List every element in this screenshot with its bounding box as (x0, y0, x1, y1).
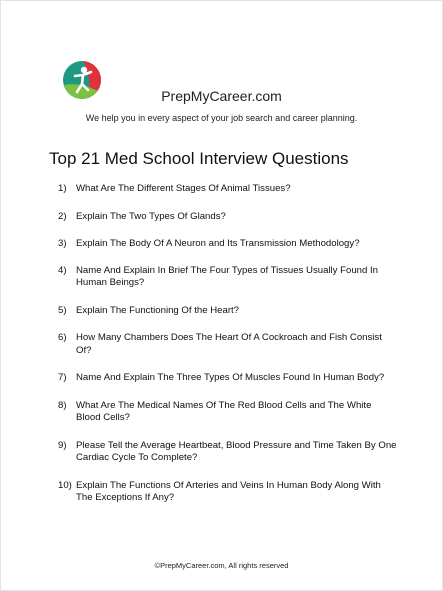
page-title: Top 21 Med School Interview Questions (49, 149, 349, 168)
question-text: Please Tell the Average Heartbeat, Blood Pressure and Time Taken By One Cardiac Cycle To Complete? (76, 439, 397, 463)
question-text: What Are The Medical Names Of The Red Blood Cells and The White Blood Cells? (76, 399, 372, 423)
question-text: Explain The Functions Of Arteries and Veins In Human Body Along With The Exceptions If Any? (76, 479, 381, 503)
footer-copyright: ©PrepMyCareer.com, All rights reserved (154, 561, 289, 570)
question-number: 1) (58, 183, 67, 194)
question-item (58, 372, 398, 385)
question-item (58, 480, 398, 505)
question-number: 10) (58, 479, 72, 491)
question-text: Explain The Body Of A Neuron and Its Transmission Methodology? (76, 238, 360, 249)
question-number: 2) (58, 210, 67, 222)
question-text: How Many Chambers Does The Heart Of A Cockroach and Fish Consist Of? (76, 332, 382, 356)
question-item (58, 238, 398, 251)
question-item (58, 305, 398, 318)
question-text: Explain The Two Types Of Glands? (76, 210, 226, 222)
question-item (58, 332, 398, 357)
question-number: 3) (58, 238, 67, 249)
question-text: Name And Explain The Three Types Of Muscles Found In Human Body? (76, 372, 385, 383)
questions-list (58, 183, 398, 505)
question-item (58, 400, 398, 425)
question-text: Name And Explain In Brief The Four Types of Tissues Usually Found In Human Beings? (76, 264, 379, 288)
question-number: 7) (58, 372, 67, 383)
question-item (58, 440, 398, 465)
question-item (58, 211, 398, 224)
question-item (58, 183, 398, 196)
question-number: 6) (58, 332, 67, 343)
brand-name: PrepMyCareer.com (161, 88, 282, 104)
question-number: 5) (58, 304, 67, 316)
question-number: 8) (58, 399, 67, 411)
tagline: We help you in every aspect of your job search and career planning. (85, 113, 358, 123)
question-item (58, 265, 398, 290)
question-number: 9) (58, 439, 67, 451)
question-text: Explain The Functioning Of the Heart? (76, 304, 240, 316)
question-text: What Are The Different Stages Of Animal Tissues? (76, 183, 291, 194)
question-number: 4) (58, 264, 67, 276)
